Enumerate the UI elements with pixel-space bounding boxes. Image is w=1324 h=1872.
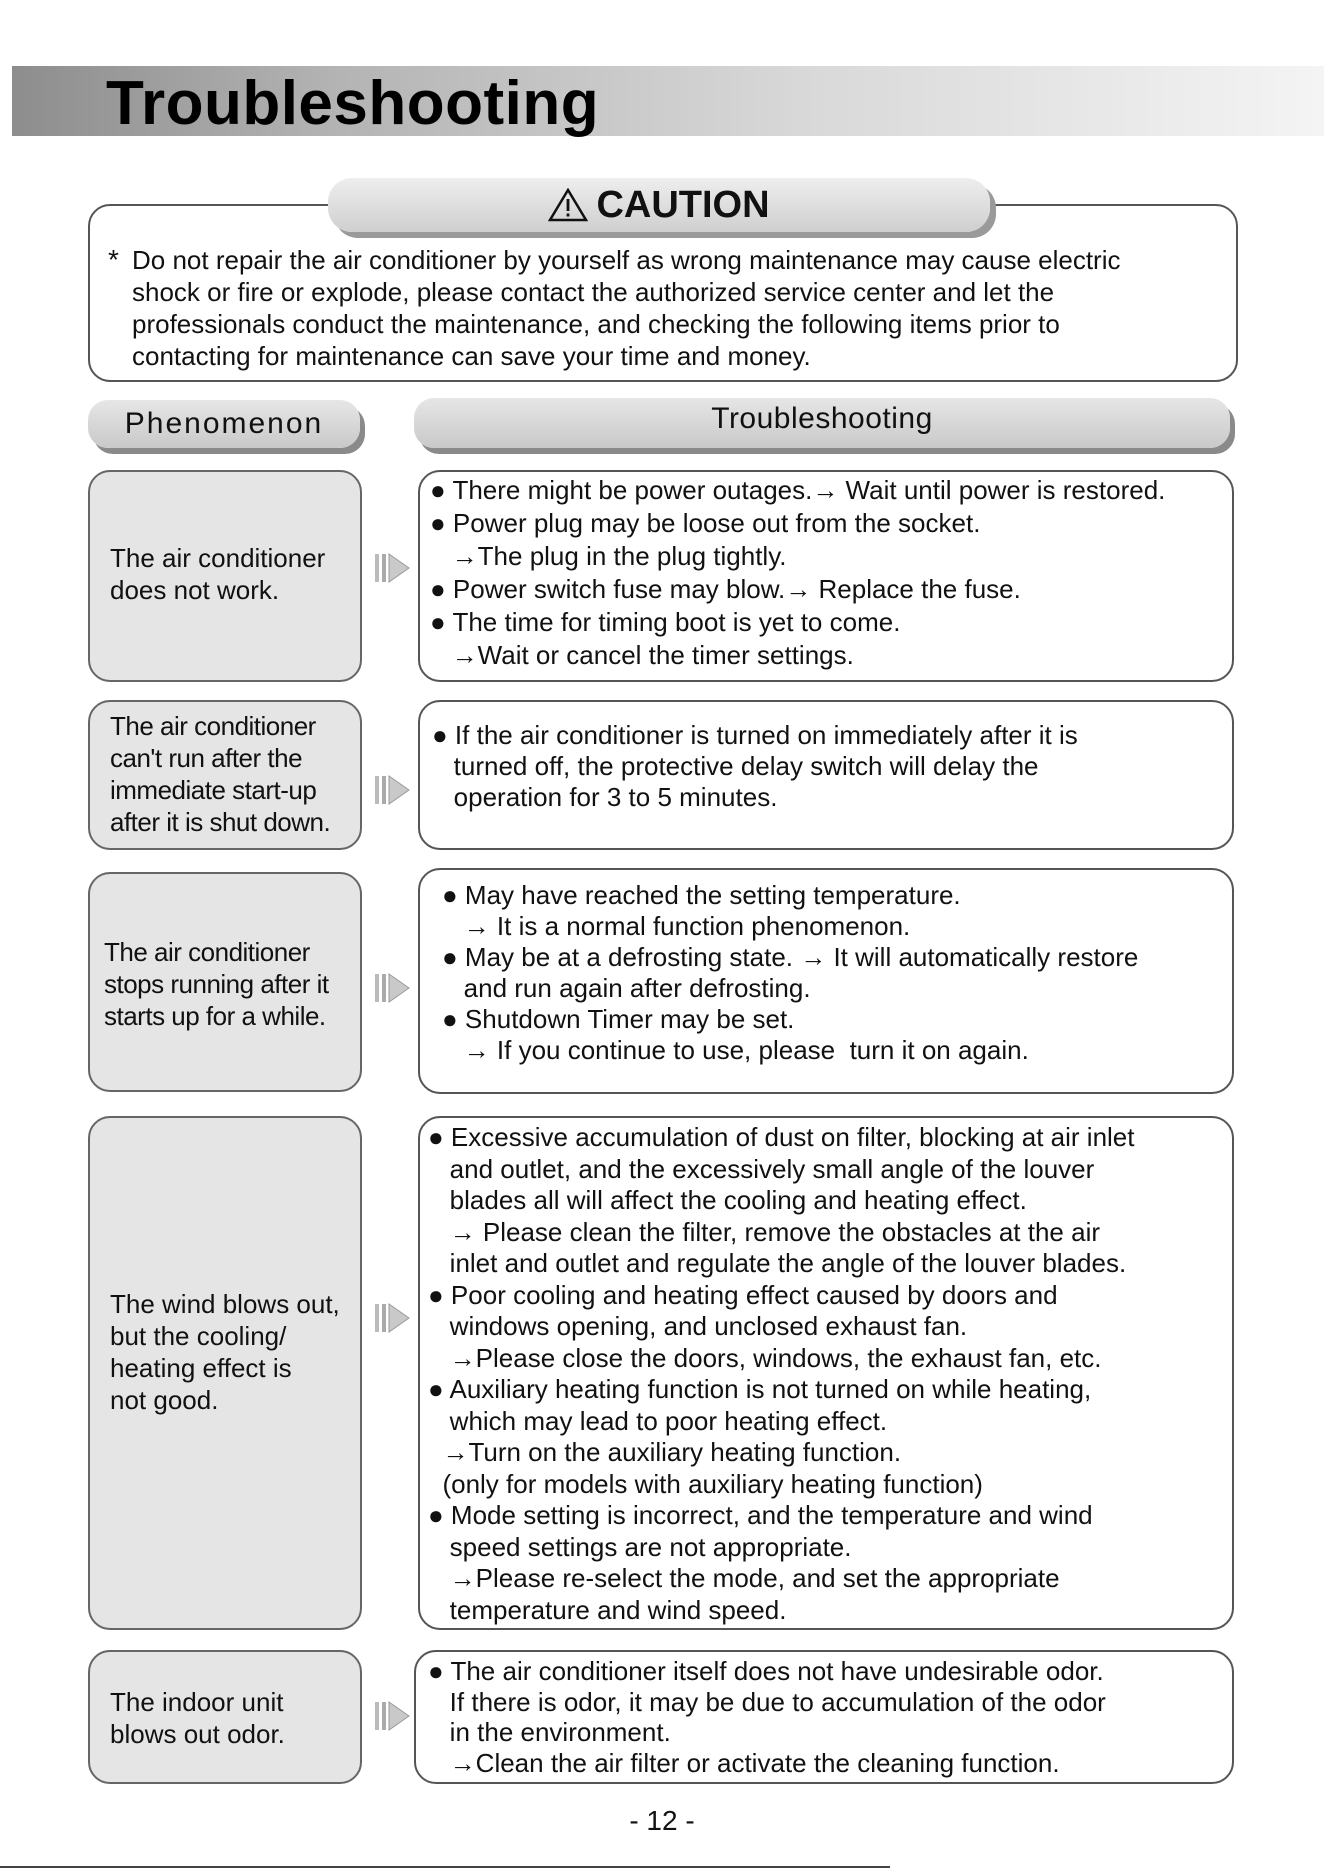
solution-cell [418, 868, 1234, 1094]
solution-line: →Please re-select the mode, and set the appropriate [428, 1563, 1060, 1593]
solution-line: →Turn on the auxiliary heating function. [428, 1437, 902, 1467]
caution-title: CAUTION [596, 183, 770, 226]
caution-header [328, 178, 990, 232]
phenomenon-cell [88, 1116, 362, 1630]
phenomenon-cell [88, 872, 362, 1092]
phenomenon-text: after it is shut down. [110, 807, 331, 837]
solution-line: →Wait or cancel the timer settings. [430, 640, 854, 670]
solution-line: temperature and wind speed. [428, 1594, 787, 1625]
phenomenon-text: heating effect is [110, 1353, 292, 1383]
play-arrow-icon [374, 1696, 410, 1736]
solution-line: → It is a normal function phenomenon. [442, 911, 911, 941]
phenomenon-text: The air conditioner [110, 711, 316, 741]
phenomenon-text: can't run after the [110, 743, 303, 773]
phenomenon-text: but the cooling/ [110, 1321, 287, 1351]
phenomenon-header [88, 400, 360, 448]
phenomenon-text: The indoor unit [110, 1687, 284, 1717]
caution-text [108, 244, 1224, 372]
bottom-rule [0, 1866, 890, 1868]
play-arrow-icon [374, 770, 410, 810]
asterisk: * [108, 244, 119, 275]
solution-cell [414, 1650, 1234, 1784]
caution-line: contacting for maintenance can save your time and money. [132, 341, 811, 371]
solution-line: ● Auxiliary heating function is not turned on while heating, [428, 1374, 1092, 1404]
solution-line: →The plug in the plug tightly. [430, 541, 787, 571]
phenomenon-text: The wind blows out, [110, 1289, 340, 1319]
caution-line: professionals conduct the maintenance, and checking the following items prior to [132, 309, 1060, 339]
solution-line: inlet and outlet and regulate the angle of the louver blades. [428, 1248, 1127, 1278]
page-number: - 12 - [629, 1805, 695, 1836]
solution-cell [418, 470, 1234, 682]
solution-line: turned off, the protective delay switch will delay the [432, 751, 1039, 781]
solution-line: ● There might be power outages.→ Wait until power is restored. [430, 475, 1166, 505]
solution-line: ● Power plug may be loose out from the socket. [430, 508, 981, 538]
solution-line: ● If the air conditioner is turned on immediately after it is [432, 720, 1078, 750]
solution-line: blades all will affect the cooling and heating effect. [428, 1185, 1027, 1215]
phenomenon-text: does not work. [110, 575, 280, 605]
title-banner [12, 66, 1324, 136]
solution-cell [418, 1116, 1234, 1630]
solution-line: ● Poor cooling and heating effect caused by doors and [428, 1279, 1058, 1310]
solution-line: ● Mode setting is incorrect, and the temperature and wind [428, 1500, 1093, 1530]
caution-line: shock or fire or explode, please contact the authorized service center and let the [132, 277, 1055, 307]
solution-line: ● Power switch fuse may blow.→ Replace the fuse. [430, 574, 1021, 604]
solution-line: If there is odor, it may be due to accumulation of the odor [428, 1686, 1106, 1717]
solution-line: in the environment. [428, 1717, 671, 1747]
solution-line: (only for models with auxiliary heating function) [428, 1468, 983, 1499]
warning-icon [548, 188, 588, 222]
solution-line: ● May have reached the setting temperature. [442, 880, 961, 910]
play-arrow-icon [374, 968, 410, 1008]
troubleshooting-header-label: Troubleshooting [711, 402, 933, 435]
phenomenon-cell [88, 1650, 362, 1784]
phenomenon-header-label: Phenomenon [124, 407, 324, 440]
troubleshooting-header [414, 398, 1230, 448]
play-arrow-icon [374, 548, 410, 588]
phenomenon-text: immediate start-up [110, 775, 317, 805]
solution-line: → If you continue to use, please turn it on again. [442, 1035, 1029, 1065]
solution-line: ● The time for timing boot is yet to come. [430, 607, 901, 637]
phenomenon-cell [88, 470, 362, 682]
phenomenon-text: The air conditioner [110, 543, 326, 573]
page-title: Troubleshooting [106, 69, 600, 138]
caution-line: Do not repair the air conditioner by yourself as wrong maintenance may cause electric [132, 245, 1121, 275]
solution-line: and run again after defrosting. [442, 973, 811, 1003]
phenomenon-text: blows out odor. [110, 1719, 285, 1749]
solution-line: ● May be at a defrosting state. → It will automatically restore [442, 942, 1139, 972]
solution-line: ● The air conditioner itself does not have undesirable odor. [428, 1656, 1104, 1686]
solution-line: windows opening, and unclosed exhaust fan. [428, 1311, 968, 1341]
solution-line: →Clean the air filter or activate the cleaning function. [428, 1747, 1060, 1778]
solution-line: ● Excessive accumulation of dust on filter, blocking at air inlet [428, 1122, 1135, 1152]
solution-line: operation for 3 to 5 minutes. [432, 782, 778, 812]
solution-line: speed settings are not appropriate. [428, 1531, 852, 1562]
phenomenon-cell [88, 700, 362, 850]
solution-line: and outlet, and the excessively small angle of the louver [428, 1153, 1095, 1184]
solution-line: ● Shutdown Timer may be set. [442, 1004, 795, 1034]
phenomenon-text: The air conditioner [104, 937, 310, 967]
solution-line: → Please clean the filter, remove the obstacles at the air [428, 1216, 1101, 1247]
solution-line: which may lead to poor heating effect. [428, 1405, 888, 1436]
phenomenon-text: starts up for a while. [104, 1001, 326, 1031]
phenomenon-text: not good. [110, 1385, 219, 1415]
solution-cell [418, 700, 1234, 850]
solution-line: →Please close the doors, windows, the exhaust fan, etc. [428, 1342, 1102, 1373]
phenomenon-text: stops running after it [104, 969, 329, 999]
play-arrow-icon [374, 1298, 410, 1338]
